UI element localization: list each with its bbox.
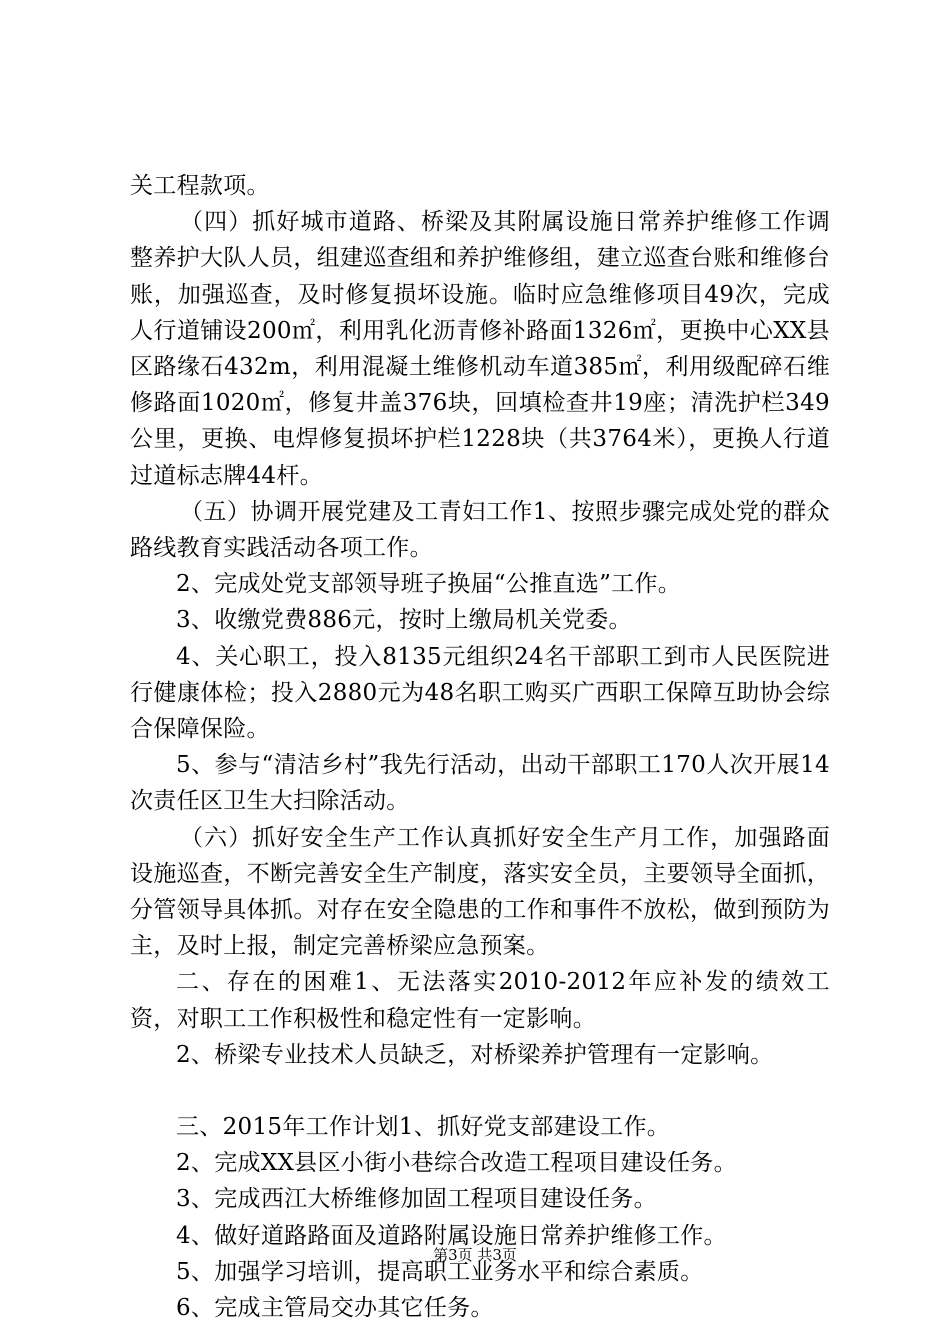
page-footer bbox=[0, 1245, 950, 1265]
paragraph-item-2: 2、完成处党支部领导班子换届“公推直选”工作。 bbox=[176, 571, 682, 598]
page-number-label: 第3页 共3页 bbox=[433, 1246, 517, 1264]
paragraph-difficulties: 二、存在的困难1、无法落实2010-2012年应补发的绩效工资，对职工工作积极性和稳定性有一定影响。 bbox=[130, 969, 830, 1032]
paragraph-section-4: （四）抓好城市道路、桥梁及其附属设施日常养护维修工作调整养护大队人员，组建巡查组和养护维修组，建立巡查台账和维修台账，加强巡查，及时修复损坏设施。临时应急维修项目49次，完成人行道铺设200㎡，利用乳化沥青修补路面1326㎡，更换中心XX县区路缘石432m，利用混凝土维修机动车道385㎡，利用级配碎石维修路面1020㎡，修复井盖376块，回填检查井19座；清洗护栏349公里，更换、电焊修复损坏护栏1228块（共3764米），更换人行道过道标志牌44杆。 bbox=[130, 209, 830, 489]
paragraph-plan: 三、2015年工作计划1、抓好党支部建设工作。 bbox=[176, 1114, 671, 1141]
paragraph-plan-4: 4、做好道路路面及道路附属设施日常养护维修工作。 bbox=[176, 1222, 727, 1249]
paragraph-section-6: （六）抓好安全生产工作认真抓好安全生产月工作，加强路面设施巡查，不断完善安全生产制度，落实安全员，主要领导全面抓，分管领导具体抓。对存在安全隐患的工作和事件不放松，做到预防为主，及时上报，制定完善桥梁应急预案。 bbox=[130, 824, 830, 960]
paragraph-item-5: 5、参与“清洁乡村”我先行活动，出动干部职工170人次开展14次责任区卫生大扫除活动。 bbox=[130, 752, 830, 815]
paragraph-spacer bbox=[130, 1073, 830, 1109]
paragraph-plan-2: 2、完成XX县区小街小巷综合改造工程项目建设任务。 bbox=[176, 1150, 737, 1177]
paragraph-plan-5: 5、加强学习培训，提高职工业务水平和综合素质。 bbox=[176, 1258, 704, 1285]
paragraph-item-3: 3、收缴党费886元，按时上缴局机关党委。 bbox=[176, 607, 632, 634]
document-body bbox=[130, 168, 830, 1326]
paragraph-continuation: 关工程款项。 bbox=[130, 173, 270, 199]
paragraph-section-5: （五）协调开展党建及工青妇工作1、按照步骤完成处党的群众路线教育实践活动各项工作。 bbox=[130, 498, 830, 562]
paragraph-item-4: 4、关心职工，投入8135元组织24名干部职工到市人民医院进行健康体检；投入2880元为48名职工购买广西职工保障互助协会综合保障保险。 bbox=[130, 643, 830, 743]
paragraph-plan-6: 6、完成主管局交办其它任务。 bbox=[176, 1295, 494, 1322]
paragraph-difficulty-2: 2、桥梁专业技术人员缺乏，对桥梁养护管理有一定影响。 bbox=[176, 1041, 774, 1068]
paragraph-plan-3: 3、完成西江大桥维修加固工程项目建设任务。 bbox=[176, 1186, 657, 1213]
